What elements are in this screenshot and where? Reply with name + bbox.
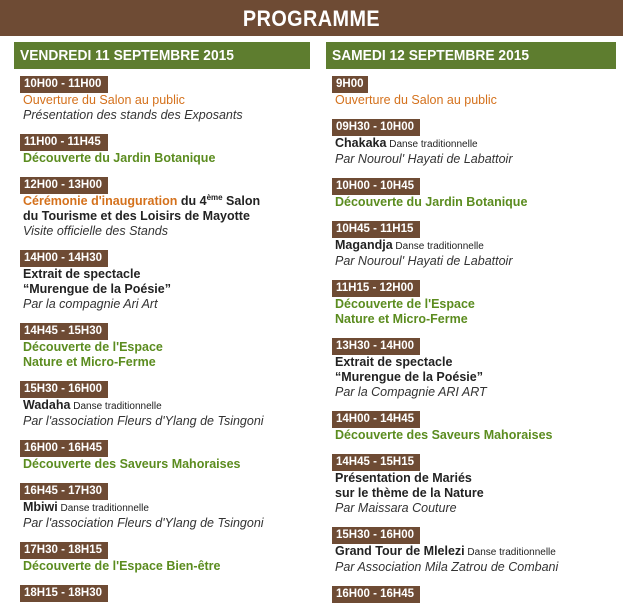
time-badge: 13H30 - 14H00 <box>332 338 420 355</box>
event-title: Extrait de spectacle <box>335 355 453 369</box>
program-item <box>326 74 616 108</box>
event-title: Découverte de l'Espace <box>23 340 163 354</box>
event-title: Découverte des Saveurs Mahoraises <box>335 428 553 442</box>
time-badge: 16H00 - 16H45 <box>332 586 420 603</box>
event-title-line2: “Murengue de la Poésie” <box>23 282 171 296</box>
event-detail: Par Maissara Couture <box>335 501 457 515</box>
event-detail: Par l'association Fleurs d'Ylang de Tsingoni <box>23 516 264 530</box>
time-badge: 16H00 - 16H45 <box>20 440 108 457</box>
time-badge: 10H00 - 11H00 <box>20 76 108 93</box>
time-badge: 14H00 - 14H30 <box>20 250 108 267</box>
saturday-column <box>326 42 616 612</box>
event-title: Cérémonie d'inauguration du 4ème Salon <box>23 192 261 208</box>
time-badge: 10H00 - 10H45 <box>332 178 420 195</box>
header-bar <box>0 0 623 36</box>
time-badge: 11H00 - 11H45 <box>20 134 108 151</box>
event-title: Découverte du Jardin Botanique <box>23 151 216 165</box>
program-item <box>326 219 616 269</box>
time-badge: 9H00 <box>332 76 368 93</box>
event-detail: Par Nouroul' Hayati de Labattoir <box>335 254 513 268</box>
time-badge: 11H15 - 12H00 <box>332 280 420 297</box>
time-badge: 17H30 - 18H15 <box>20 542 108 559</box>
event-title: Ouverture du Salon au public <box>335 93 497 107</box>
program-item <box>14 379 310 429</box>
program-item <box>14 74 310 123</box>
event-title-line2: du Tourisme et des Loisirs de Mayotte <box>23 209 250 223</box>
program-item <box>326 525 616 575</box>
time-badge: 18H15 - 18H30 <box>20 585 108 602</box>
program-item <box>326 278 616 327</box>
event-title-line2: Nature et Micro-Ferme <box>23 355 156 369</box>
event-title: Mbiwi Danse traditionnelle <box>23 500 149 514</box>
program-item <box>326 176 616 210</box>
program-item <box>326 409 616 443</box>
day-header-saturday: SAMEDI 12 SEPTEMBRE 2015 <box>326 42 616 69</box>
event-title: Présentation de Mariés <box>335 471 472 485</box>
event-title: Grand Tour de Mlelezi Danse traditionnelle <box>335 544 556 558</box>
program-item <box>326 452 616 516</box>
event-title-line2: sur le thème de la Nature <box>335 486 484 500</box>
day-header-friday: VENDREDI 11 SEPTEMBRE 2015 <box>14 42 310 69</box>
program-item <box>14 540 310 574</box>
friday-column <box>14 42 310 611</box>
event-title: Découverte de l'Espace <box>335 297 475 311</box>
event-title: Extrait de spectacle <box>23 267 141 281</box>
program-item <box>14 248 310 312</box>
event-title: Ouverture du Salon au public <box>23 93 185 107</box>
event-detail: Par Nouroul' Hayati de Labattoir <box>335 152 513 166</box>
time-badge: 14H45 - 15H15 <box>332 454 420 471</box>
time-badge: 14H45 - 15H30 <box>20 323 108 340</box>
event-detail: Par la Compagnie ARI ART <box>335 385 487 399</box>
time-badge: 16H45 - 17H30 <box>20 483 108 500</box>
program-item <box>14 583 310 602</box>
time-badge: 10H45 - 11H15 <box>332 221 420 238</box>
program-item <box>14 132 310 166</box>
time-badge: 09H30 - 10H00 <box>332 119 420 136</box>
time-badge: 14H00 - 14H45 <box>332 411 420 428</box>
event-detail: Présentation des stands des Exposants <box>23 108 243 122</box>
event-title: Magandja Danse traditionnelle <box>335 238 484 252</box>
program-item <box>14 321 310 370</box>
event-title: Découverte des Saveurs Mahoraises <box>23 457 241 471</box>
program-item <box>14 438 310 472</box>
time-badge: 12H00 - 13H00 <box>20 177 108 194</box>
page-title: PROGRAMME <box>242 6 381 31</box>
event-detail: Par Association Mila Zatrou de Combani <box>335 560 559 574</box>
program-item <box>326 117 616 167</box>
time-badge: 15H30 - 16H00 <box>20 381 108 398</box>
program-item <box>326 584 616 603</box>
event-detail: Par l'association Fleurs d'Ylang de Tsingoni <box>23 414 264 428</box>
program-item <box>326 336 616 400</box>
event-title-line2: Nature et Micro-Ferme <box>335 312 468 326</box>
event-title-line2: “Murengue de la Poésie” <box>335 370 483 384</box>
time-badge: 15H30 - 16H00 <box>332 527 420 544</box>
event-title: Wadaha Danse traditionnelle <box>23 398 162 412</box>
event-title: Découverte de l'Espace Bien-être <box>23 559 221 573</box>
event-title: Chakaka Danse traditionnelle <box>335 136 478 150</box>
program-item <box>14 175 310 239</box>
event-detail: Visite officielle des Stands <box>23 224 168 238</box>
event-title: Découverte du Jardin Botanique <box>335 195 528 209</box>
event-detail: Par la compagnie Ari Art <box>23 297 158 311</box>
program-item <box>14 481 310 531</box>
